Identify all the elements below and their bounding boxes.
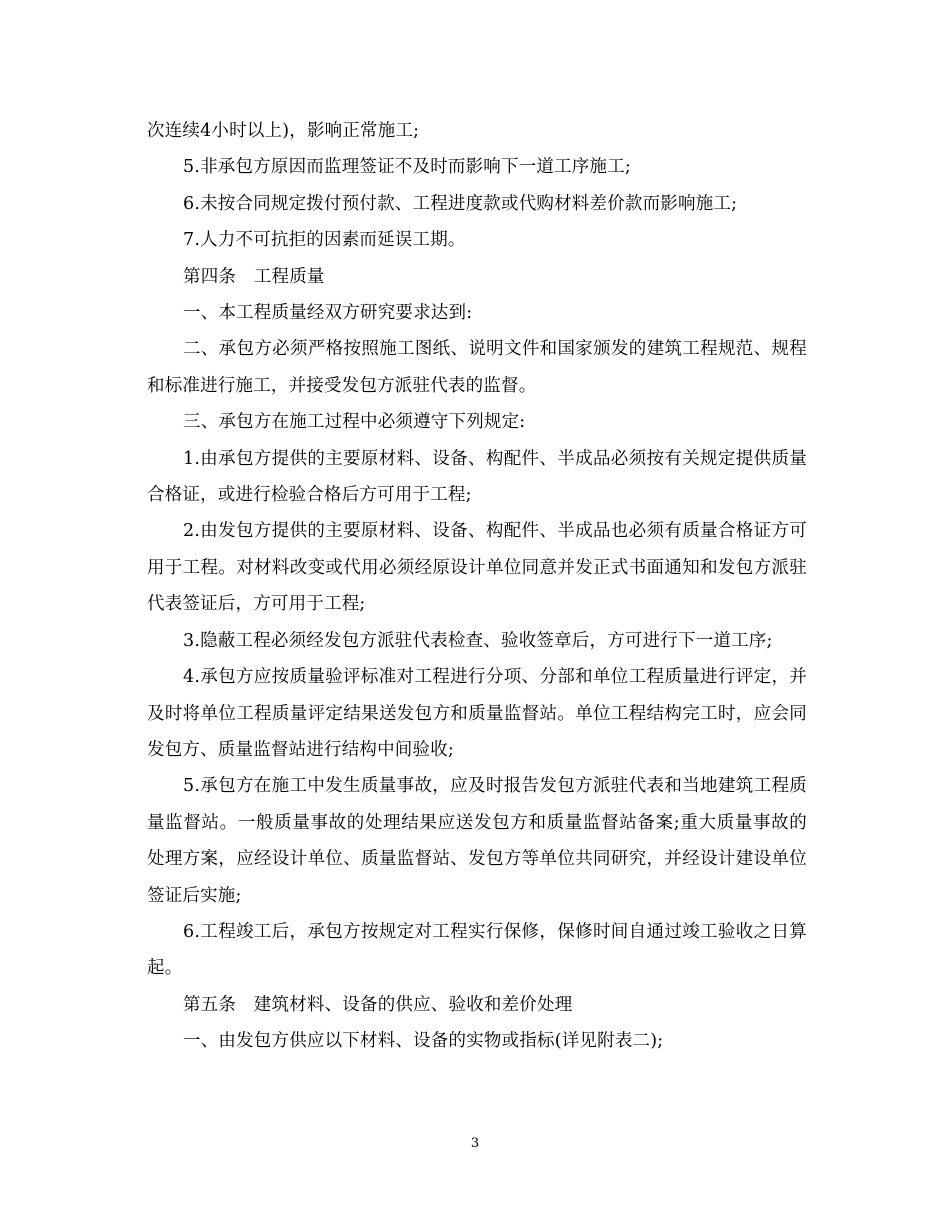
paragraph-rule-6: 6.工程竣工后，承包方按规定对工程实行保修，保修时间自通过竣工验收之日算起。	[147, 921, 807, 979]
paragraph-quality-3: 三、承包方在施工过程中必须遵守下列规定:	[183, 412, 526, 433]
paragraph-item-6: 6.未按合同规定拨付预付款、工程进度款或代购材料差价款而影响施工;	[183, 193, 738, 214]
paragraph-rule-2: 2.由发包方提供的主要原材料、设备、构配件、半成品也必须有质量合格证方可用于工程。对材料改变或代用必须经原设计单位同意并发正式书面通知和发包方派驻代表签证后，方可用于工程;	[147, 521, 807, 615]
paragraph-item-7: 7.人力不可抗拒的因素而延误工期。	[183, 230, 466, 251]
paragraph-rule-5: 5.承包方在施工中发生质量事故，应及时报告发包方派驻代表和当地建筑工程质量监督站。一般质量事故的处理结果应送发包方和质量监督站备案;重大质量事故的处理方案，应经设计单位、质量监督站、发包方等单位共同研究，并经设计建设单位签证后实施;	[147, 776, 807, 906]
paragraph-supply-1: 一、由发包方供应以下材料、设备的实物或指标(详见附表二);	[183, 1031, 664, 1052]
paragraph-rule-3: 3.隐蔽工程必须经发包方派驻代表检查、验收签章后，方可进行下一道工序;	[183, 630, 773, 651]
paragraph-item-5: 5.非承包方原因而监理签证不及时而影响下一道工序施工;	[183, 157, 631, 178]
page-number: 3	[470, 1136, 480, 1151]
paragraph-quality-1: 一、本工程质量经双方研究要求达到:	[183, 303, 473, 324]
paragraph-rule-1: 1.由承包方提供的主要原材料、设备、构配件、半成品必须按有关规定提供质量合格证，或进行检验合格后方可用于工程;	[147, 448, 807, 506]
section-heading-article-5: 第五条 建筑材料、设备的供应、验收和差价处理	[183, 994, 573, 1015]
paragraph-continuation: 次连续4小时以上)，影响正常施工;	[147, 121, 420, 141]
section-heading-article-4: 第四条 工程质量	[183, 266, 325, 287]
paragraph-quality-2: 二、承包方必须严格按照施工图纸、说明文件和国家颁发的建筑工程规范、规程和标准进行施工，并接受发包方派驻代表的监督。	[147, 339, 807, 396]
paragraph-rule-4: 4.承包方应按质量验评标准对工程进行分项、分部和单位工程质量进行评定，并及时将单位工程质量评定结果送发包方和质量监督站。单位工程结构完工时，应会同发包方、质量监督站进行结构中间验收;	[147, 667, 807, 760]
document-body	[147, 113, 807, 1060]
